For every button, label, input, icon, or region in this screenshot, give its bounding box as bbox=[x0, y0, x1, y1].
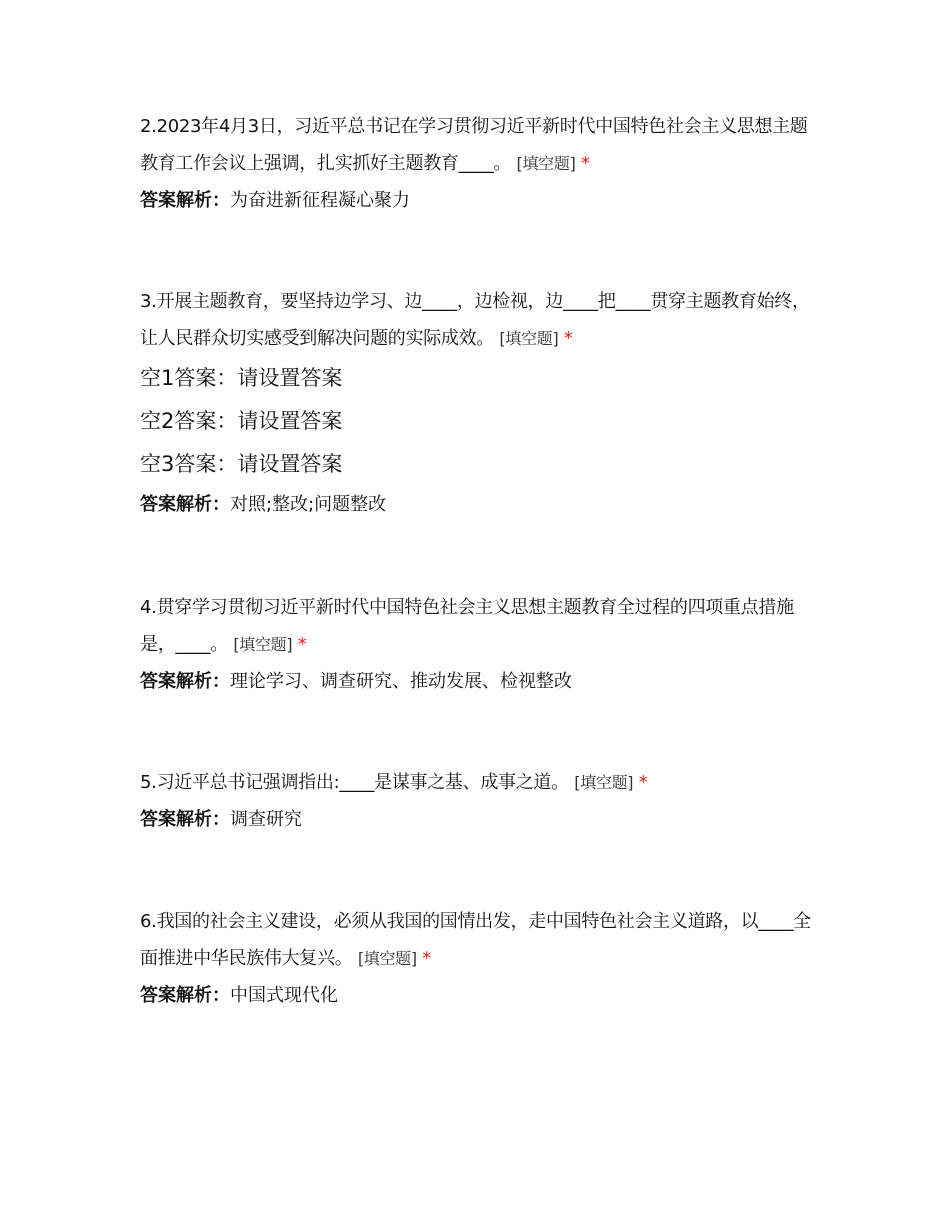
question-stem: 4.贯穿学习贯彻习近平新时代中国特色社会主义思想主题教育全过程的四项重点措施是，____。 bbox=[140, 597, 794, 655]
question-text bbox=[140, 108, 812, 182]
question-text bbox=[140, 764, 812, 801]
blank-answer-1: 空1答案：请设置答案 bbox=[140, 366, 343, 390]
question-3 bbox=[140, 283, 812, 524]
analysis-label: 答案解析： bbox=[140, 985, 230, 1006]
required-marker: * bbox=[580, 153, 590, 174]
question-text bbox=[140, 589, 812, 663]
question-type: [填空题] bbox=[516, 154, 576, 173]
question-text bbox=[140, 283, 812, 357]
question-stem: 6.我国的社会主义建设，必须从我国的国情出发，走中国特色社会主义道路，以____全面推进中华民族伟大复兴。 bbox=[140, 911, 811, 969]
question-stem: 3.开展主题教育，要坚持边学习、边____，边检视，边____把____贯穿主题教育始终，让人民群众切实感受到解决问题的实际成效。 bbox=[140, 291, 810, 349]
required-marker: * bbox=[563, 328, 573, 349]
question-stem: 2.2023年4月3日，习近平总书记在学习贯彻习近平新时代中国特色社会主义思想主题教育工作会议上强调，扎实抓好主题教育____。 bbox=[140, 116, 808, 174]
required-marker: * bbox=[422, 948, 431, 969]
question-stem: 5.习近平总书记强调指出:____是谋事之基、成事之道。 bbox=[140, 772, 569, 793]
analysis-text: 对照;整改;问题整改 bbox=[230, 494, 387, 515]
question-4 bbox=[140, 589, 812, 701]
analysis-text: 调查研究 bbox=[230, 809, 302, 830]
analysis-text: 理论学习、调查研究、推动发展、检视整改 bbox=[230, 671, 572, 692]
required-marker: * bbox=[297, 634, 307, 655]
question-5 bbox=[140, 764, 812, 839]
analysis-label: 答案解析： bbox=[140, 494, 230, 515]
blank-answer-2: 空2答案：请设置答案 bbox=[140, 409, 343, 433]
answer-analysis bbox=[140, 801, 812, 839]
answer-analysis bbox=[140, 663, 812, 701]
question-type: [填空题] bbox=[574, 773, 634, 792]
analysis-label: 答案解析： bbox=[140, 809, 230, 830]
analysis-text: 中国式现代化 bbox=[230, 985, 338, 1006]
question-type: [填空题] bbox=[357, 949, 417, 968]
analysis-text: 为奋进新征程凝心聚力 bbox=[230, 190, 410, 211]
question-6 bbox=[140, 903, 812, 1015]
analysis-label: 答案解析： bbox=[140, 671, 230, 692]
answer-analysis bbox=[140, 977, 812, 1015]
question-type: [填空题] bbox=[233, 635, 293, 654]
required-marker: * bbox=[638, 772, 648, 793]
blank-answer-3: 空3答案：请设置答案 bbox=[140, 452, 343, 476]
question-type: [填空题] bbox=[499, 329, 559, 348]
question-text bbox=[140, 903, 812, 977]
answer-analysis bbox=[140, 182, 812, 220]
analysis-label: 答案解析： bbox=[140, 190, 230, 211]
question-2 bbox=[140, 108, 812, 220]
answer-analysis bbox=[140, 486, 812, 524]
